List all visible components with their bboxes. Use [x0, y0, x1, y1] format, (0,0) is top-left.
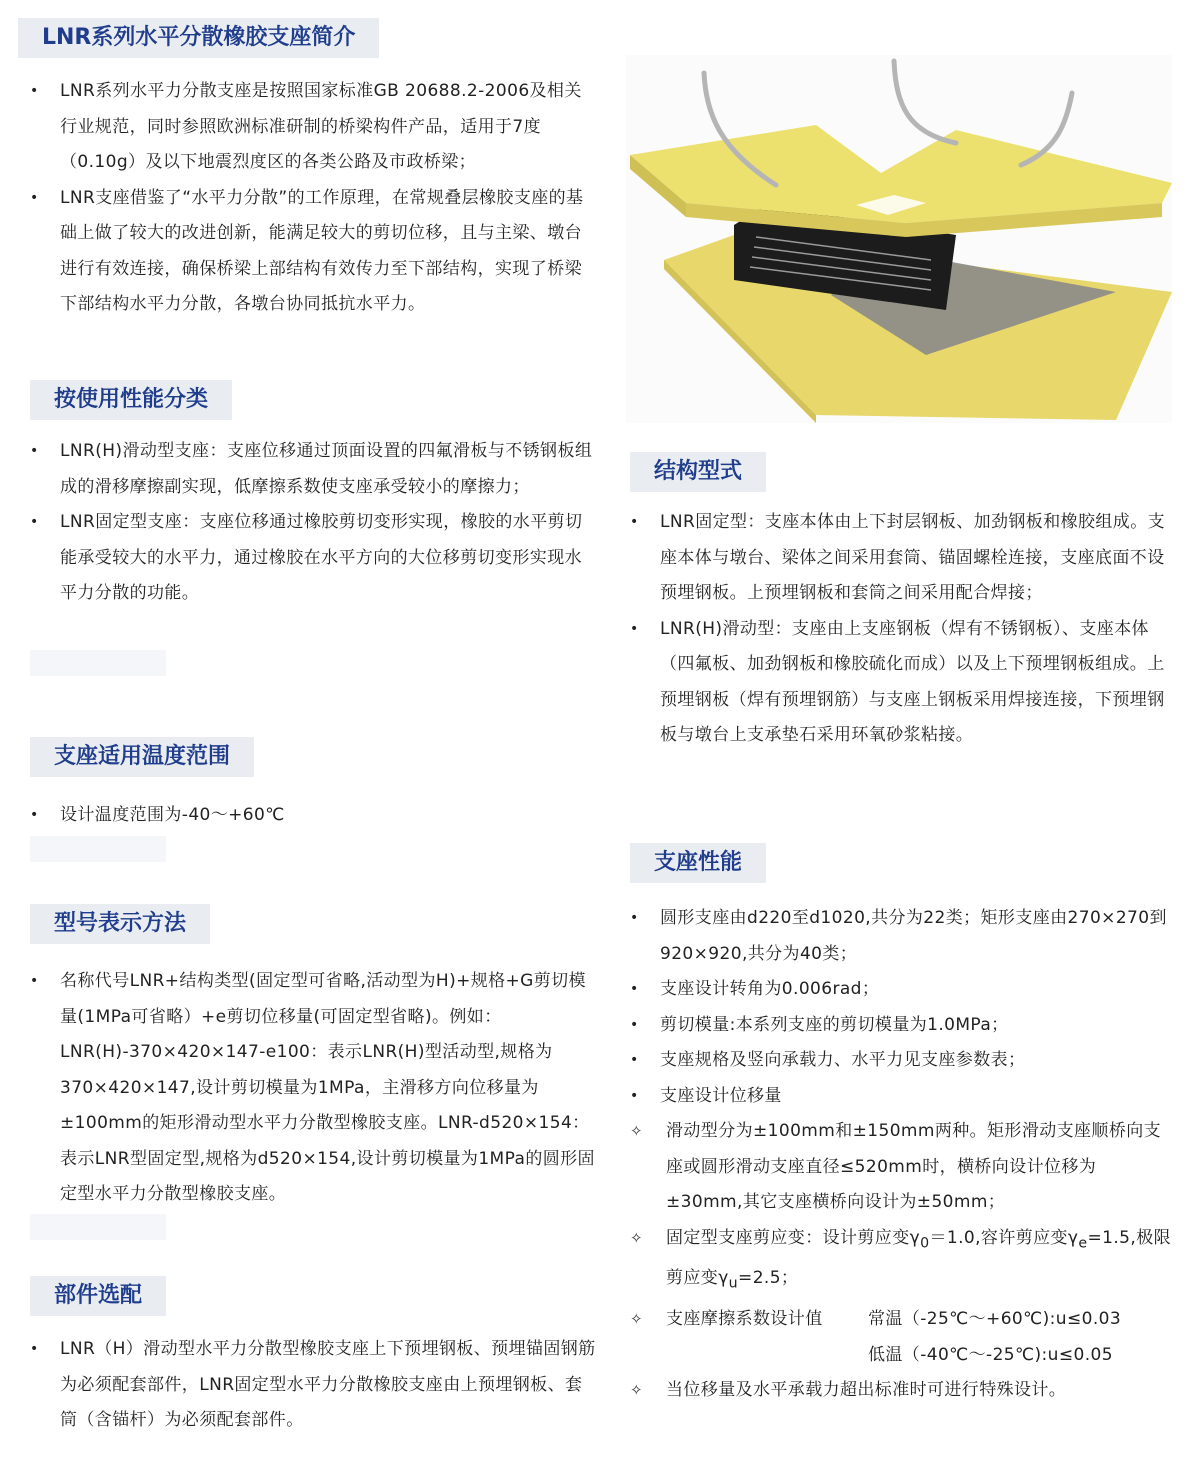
- diamond-marker: ✧: [630, 1228, 643, 1247]
- diamond-marker: ✧: [630, 1381, 643, 1400]
- sub-item-text: 滑动型分为±100mm和±150mm两种。矩形滑动支座顺桥向支座或圆形滑动支座直径≤520mm时，横桥向设计位移为±30mm,其它支座横桥向设计为±50mm；: [666, 1121, 1162, 1212]
- temperature-list: [30, 798, 596, 834]
- model-notation-list: [30, 964, 596, 1213]
- bullet-marker: •: [30, 514, 39, 530]
- sub-list-item: [630, 1373, 1172, 1409]
- sub-item-text: 当位移量及水平承载力超出标准时可进行特殊设计。: [666, 1380, 1067, 1401]
- bullet-marker: •: [30, 189, 39, 206]
- section-title-components: 部件选配: [30, 1276, 166, 1316]
- sub-list-item: [630, 1302, 1172, 1373]
- subscript: e: [1078, 1234, 1088, 1251]
- list-item: [30, 1332, 596, 1439]
- list-item-text: LNR(H)滑动型支座：支座位移通过顶面设置的四氟滑板与不锈钢板组成的滑移摩擦副实现，低摩擦系数使支座承受较小的摩擦力；: [60, 441, 593, 497]
- list-item: [630, 901, 1172, 972]
- list-item-text: 设计温度范围为-40～+60℃: [60, 805, 285, 825]
- bearing-illustration-svg: [626, 55, 1172, 423]
- list-item-text: LNR（H）滑动型水平力分散型橡胶支座上下预埋钢板、预埋锚固钢筋为必须配套部件，LNR固定型水平力分散橡胶支座由上预埋钢板、套筒（含锚杆）为必须配套部件。: [60, 1339, 596, 1430]
- section-title-structure: 结构型式: [630, 452, 766, 492]
- list-item: [30, 798, 596, 834]
- section-title-model-notation: 型号表示方法: [30, 904, 210, 944]
- bullet-marker: •: [630, 910, 639, 926]
- bearing-illustration: [626, 55, 1172, 423]
- bullet-marker: •: [630, 981, 639, 997]
- list-item: [630, 612, 1172, 754]
- structure-list: [630, 505, 1172, 754]
- list-item-text: LNR固定型：支座本体由上下封层钢板、加劲钢板和橡胶组成。支座本体与墩台、梁体之间采用套筒、锚固螺栓连接，支座底面不设预埋钢板。上预埋钢板和套筒之间采用配合焊接；: [660, 512, 1165, 603]
- sub-item-text: =2.5；: [738, 1268, 799, 1289]
- divider-bar: [30, 1214, 166, 1240]
- list-item-text: LNR(H)滑动型：支座由上支座钢板（焊有不锈钢板）、支座本体（四氟板、加劲钢板和橡胶硫化而成）以及上下预埋钢板组成。上预埋钢板（焊有预埋钢筋）与支座上钢板采用焊接连接，下预埋钢板与墩台上支承垫石采用环氧砂浆粘接。: [660, 618, 1165, 745]
- bullet-marker: •: [630, 1052, 639, 1068]
- list-item-text: 名称代号LNR+结构类型(固定型可省略,活动型为H)+规格+G剪切模量(1MPa可省略）+e剪切位移量(可固定型省略)。例如：LNR(H)-370×420×147-e100：表示LNR(H)型活动型,规格为370×420×147,设计剪切模量为1MPa，主滑移方向位移量为±100mm的矩形滑动型水平力分散型橡胶支座。LNR-d520×154：表示LNR型固定型,规格为d520×154,设计剪切模量为1MPa的圆形固定型水平力分散型橡胶支座。: [60, 971, 595, 1204]
- bullet-marker: •: [30, 973, 39, 989]
- bullet-marker: •: [30, 443, 39, 459]
- bullet-marker: •: [630, 1087, 639, 1104]
- bullet-marker: •: [30, 1341, 39, 1357]
- section-title-performance-class: 按使用性能分类: [30, 380, 232, 420]
- list-item: [30, 505, 596, 612]
- divider-bar: [30, 836, 166, 862]
- friction-normal: 常温（-25℃～+60℃):u≤0.03: [868, 1309, 1122, 1330]
- friction-label: 支座摩擦系数设计值: [666, 1309, 823, 1330]
- list-item-text: 支座规格及竖向承载力、水平力见支座参数表；: [660, 1050, 1026, 1070]
- section-title-bearing-performance: 支座性能: [630, 843, 766, 883]
- list-item: [30, 434, 596, 505]
- sub-list-item: [630, 1114, 1172, 1221]
- components-list: [30, 1332, 596, 1439]
- bullet-marker: •: [630, 620, 639, 637]
- sub-item-text: ＝1.0,容许剪应变γ: [929, 1227, 1079, 1248]
- section-title-temperature: 支座适用温度范围: [30, 737, 254, 777]
- bearing-performance-list: [630, 901, 1172, 1409]
- list-item: [630, 972, 1172, 1008]
- list-item: [30, 181, 596, 323]
- list-item: [30, 964, 596, 1213]
- diamond-marker: ✧: [630, 1310, 643, 1329]
- sub-item-text: =1.5,极限剪应变γ: [666, 1227, 1171, 1289]
- list-item-text: 圆形支座由d220至d1020,共分为22类；矩形支座由270×270到920×920,共分为40类；: [660, 908, 1167, 964]
- subscript: u: [728, 1275, 739, 1292]
- list-item: [630, 1043, 1172, 1079]
- divider-bar: [30, 650, 166, 676]
- list-item-text: 支座设计位移量: [660, 1085, 782, 1106]
- list-item: [630, 505, 1172, 612]
- list-item-text: LNR系列水平力分散支座是按照国家标准GB 20688.2-2006及相关行业规范，同时参照欧洲标准研制的桥梁构件产品，适用于7度（0.10g）及以下地震烈度区的各类公路及市政桥梁；: [60, 81, 582, 172]
- bullet-marker: •: [30, 83, 39, 99]
- list-item: [630, 1079, 1172, 1115]
- list-item-text: LNR固定型支座：支座位移通过橡胶剪切变形实现，橡胶的水平剪切能承受较大的水平力，通过橡胶在水平方向的大位移剪切变形实现水平力分散的功能。: [60, 512, 583, 603]
- friction-low: 低温（-40℃～-25℃):u≤0.05: [868, 1344, 1113, 1365]
- list-item: [630, 1008, 1172, 1044]
- list-item-text: 剪切模量:本系列支座的剪切模量为1.0MPa；: [660, 1014, 1009, 1035]
- bullet-marker: •: [630, 1016, 639, 1033]
- list-item-text: LNR支座借鉴了“水平力分散”的工作原理，在常规叠层橡胶支座的基础上做了较大的改进创新，能满足较大的剪切位移，且与主梁、墩台进行有效连接，确保桥梁上部结构有效传力至下部结构，实现了桥梁下部结构水平力分散，各墩台协同抵抗水平力。: [60, 187, 584, 314]
- diamond-marker: ✧: [630, 1122, 643, 1140]
- bullet-marker: •: [630, 514, 639, 530]
- section-title-intro: LNR系列水平分散橡胶支座简介: [18, 18, 379, 58]
- sub-item-text: 固定型支座剪应变：设计剪应变γ: [666, 1227, 921, 1248]
- performance-class-list: [30, 434, 596, 612]
- sub-list-item: [630, 1221, 1172, 1303]
- bullet-marker: •: [30, 807, 39, 823]
- intro-list: [30, 74, 596, 323]
- subscript: 0: [920, 1234, 930, 1251]
- list-item-text: 支座设计转角为0.006rad；: [660, 979, 880, 999]
- list-item: [30, 74, 596, 181]
